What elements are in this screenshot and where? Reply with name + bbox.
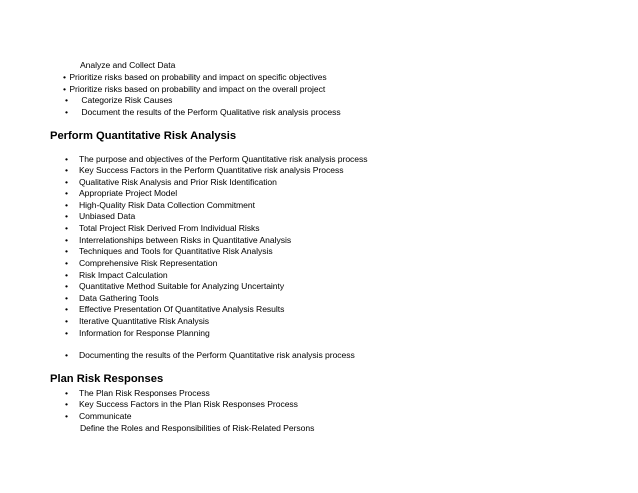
list-item: • The Plan Risk Responses Process bbox=[65, 388, 210, 398]
list-item: • Unbiased Data bbox=[65, 211, 136, 221]
list-item: • Categorize Risk Causes bbox=[65, 95, 173, 105]
sub-item-analyze: Analyze and Collect Data bbox=[80, 60, 176, 70]
list-item: • Documenting the results of the Perform Quantitative risk analysis process bbox=[65, 350, 355, 360]
bullet-icon: • bbox=[65, 246, 68, 256]
bullet-icon: • bbox=[65, 235, 68, 245]
bullet-icon: • bbox=[63, 72, 66, 82]
bullet-icon: • bbox=[65, 304, 68, 314]
list-item: • Information for Response Planning bbox=[65, 328, 210, 338]
list-item: • Comprehensive Risk Representation bbox=[65, 258, 218, 268]
list-item: • Techniques and Tools for Quantitative Risk Analysis bbox=[65, 246, 273, 256]
list-item: • Interrelationships between Risks in Quantitative Analysis bbox=[65, 235, 292, 245]
bullet-icon: • bbox=[65, 188, 68, 198]
bullet-icon: • bbox=[65, 177, 68, 187]
list-item: • Quantitative Method Suitable for Analyzing Uncertainty bbox=[65, 281, 285, 291]
bullet-icon: • bbox=[65, 107, 68, 117]
bullet-icon: • bbox=[65, 200, 68, 210]
list-item: • Key Success Factors in the Plan Risk Responses Process bbox=[65, 399, 298, 409]
bullet-icon: • bbox=[65, 388, 68, 398]
section-heading-plan-responses: Plan Risk Responses bbox=[50, 373, 164, 385]
bullet-icon: • bbox=[65, 154, 68, 164]
list-item: • Effective Presentation Of Quantitative Analysis Results bbox=[65, 304, 285, 314]
bullet-icon: • bbox=[65, 270, 68, 280]
list-item: • Prioritize risks based on probability and impact on the overall project bbox=[63, 84, 326, 94]
bullet-icon: • bbox=[65, 258, 68, 268]
list-item: • Key Success Factors in the Perform Quantitative risk analysis Process bbox=[65, 165, 344, 175]
section-heading-quantitative: Perform Quantitative Risk Analysis bbox=[50, 130, 237, 142]
list-item: • Iterative Quantitative Risk Analysis bbox=[65, 316, 210, 326]
list-item: • Data Gathering Tools bbox=[65, 293, 159, 303]
list-item: • Total Project Risk Derived From Individual Risks bbox=[65, 223, 260, 233]
bullet-icon: • bbox=[65, 293, 68, 303]
bullet-icon: • bbox=[65, 165, 68, 175]
bullet-icon: • bbox=[65, 95, 68, 105]
list-item: • The purpose and objectives of the Perform Quantitative risk analysis process bbox=[65, 154, 368, 164]
bullet-icon: • bbox=[65, 316, 68, 326]
bullet-icon: • bbox=[63, 84, 66, 94]
bullet-icon: • bbox=[65, 411, 68, 421]
bullet-icon: • bbox=[65, 350, 68, 360]
list-item: • Qualitative Risk Analysis and Prior Risk Identification bbox=[65, 177, 277, 187]
list-item: • Communicate bbox=[65, 411, 132, 421]
bullet-icon: • bbox=[65, 211, 68, 221]
bullet-icon: • bbox=[65, 281, 68, 291]
list-item: • High-Quality Risk Data Collection Commitment bbox=[65, 200, 255, 210]
list-item: • Risk Impact Calculation bbox=[65, 270, 168, 280]
bullet-icon: • bbox=[65, 328, 68, 338]
list-item: • Prioritize risks based on probability and impact on specific objectives bbox=[63, 72, 327, 82]
bullet-icon: • bbox=[65, 399, 68, 409]
list-item: • Appropriate Project Model bbox=[65, 188, 178, 198]
sub-item-define-roles: Define the Roles and Responsibilities of Risk-Related Persons bbox=[80, 423, 315, 433]
bullet-icon: • bbox=[65, 223, 68, 233]
list-item: • Document the results of the Perform Qualitative risk analysis process bbox=[65, 107, 341, 117]
